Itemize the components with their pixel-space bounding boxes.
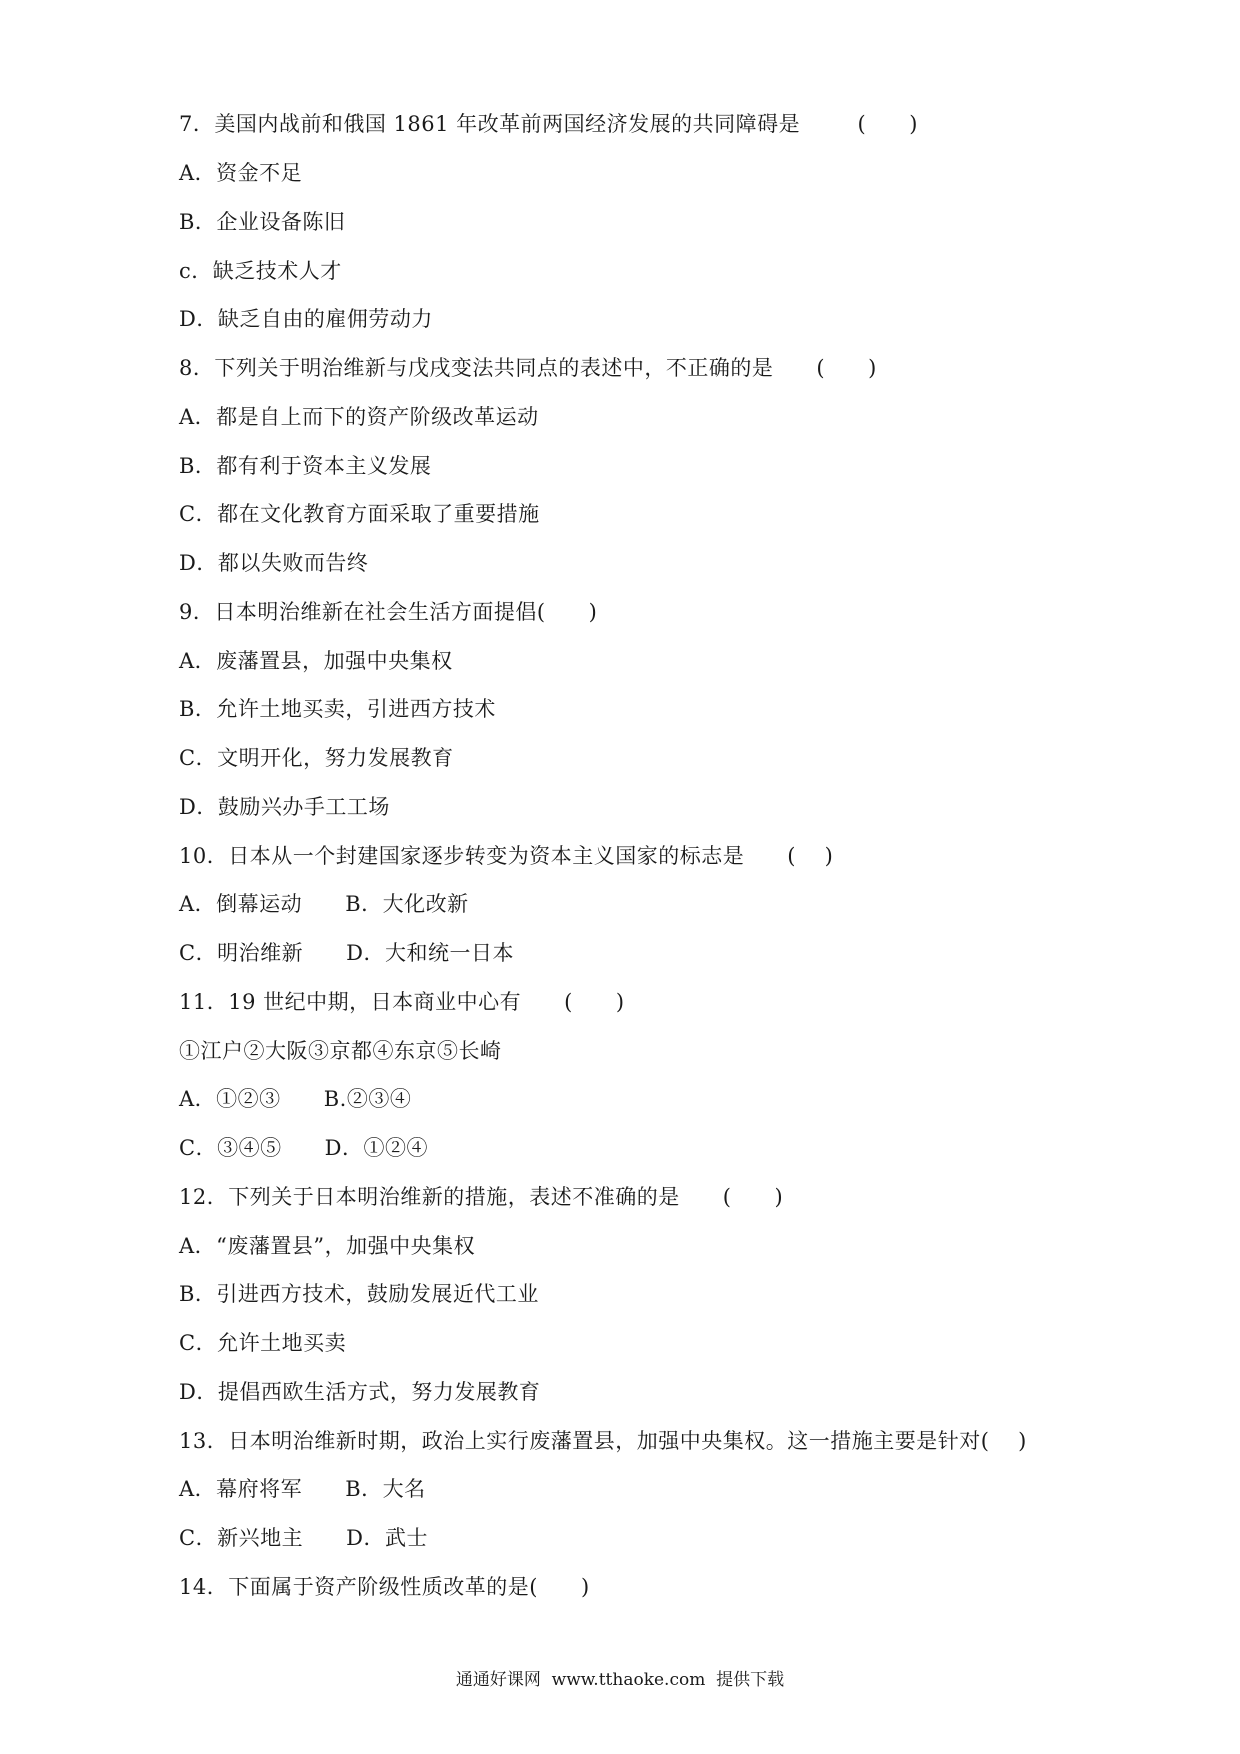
question-11-stem: 11．19 世纪中期，日本商业中心有 ( ) bbox=[179, 990, 625, 1014]
question-13-stem: 13．日本明治维新时期，政治上实行废藩置县，加强中央集权。这一措施主要是针对( ) bbox=[179, 1429, 1027, 1453]
question-8-option-a: A．都是自上而下的资产阶级改革运动 bbox=[179, 405, 539, 429]
question-12-option-b: B．引进西方技术，鼓励发展近代工业 bbox=[179, 1282, 539, 1306]
question-8-option-c: C．都在文化教育方面采取了重要措施 bbox=[179, 502, 540, 526]
page-footer: 通通好课网 www.tthaoke.com 提供下载 bbox=[455, 1670, 785, 1690]
question-11-options-ab: A．①②③ B.②③④ bbox=[179, 1087, 412, 1111]
question-9-option-a: A．废藩置县，加强中央集权 bbox=[179, 649, 453, 673]
question-7-option-c: c．缺乏技术人才 bbox=[179, 259, 342, 283]
question-12-stem: 12．下列关于日本明治维新的措施，表述不准确的是 ( ) bbox=[179, 1185, 784, 1209]
question-10-options-cd: C．明治维新 D．大和统一日本 bbox=[179, 941, 514, 965]
question-13-options-cd: C．新兴地主 D．武士 bbox=[179, 1526, 428, 1550]
question-12-option-a: A．“废藩置县”，加强中央集权 bbox=[179, 1234, 476, 1258]
question-7-option-d: D．缺乏自由的雇佣劳动力 bbox=[179, 307, 433, 331]
question-7-stem: 7．美国内战前和俄国 1861 年改革前两国经济发展的共同障碍是 ( ) bbox=[179, 112, 918, 136]
question-8-option-b: B．都有利于资本主义发展 bbox=[179, 454, 432, 478]
question-7-option-a: A．资金不足 bbox=[179, 161, 303, 185]
question-13-options-ab: A．幕府将军 B．大名 bbox=[179, 1477, 426, 1501]
question-11-options-cd: C．③④⑤ D．①②④ bbox=[179, 1136, 428, 1160]
question-10-stem: 10．日本从一个封建国家逐步转变为资本主义国家的标志是 ( ) bbox=[179, 844, 834, 868]
question-11-list: ①江户②大阪③京都④东京⑤长崎 bbox=[179, 1039, 502, 1063]
question-8-stem: 8．下列关于明治维新与戊戌变法共同点的表述中，不正确的是 ( ) bbox=[179, 356, 877, 380]
question-8-option-d: D．都以失败而告终 bbox=[179, 551, 369, 575]
question-10-options-ab: A．倒幕运动 B．大化改新 bbox=[179, 892, 469, 916]
question-7-option-b: B．企业设备陈旧 bbox=[179, 210, 346, 234]
question-9-option-c: C．文明开化，努力发展教育 bbox=[179, 746, 454, 770]
question-12-option-d: D．提倡西欧生活方式，努力发展教育 bbox=[179, 1380, 541, 1404]
question-14-stem: 14．下面属于资产阶级性质改革的是( ) bbox=[179, 1575, 590, 1599]
question-9-option-d: D．鼓励兴办手工工场 bbox=[179, 795, 390, 819]
question-9-option-b: B．允许土地买卖，引进西方技术 bbox=[179, 697, 496, 721]
question-12-option-c: C．允许土地买卖 bbox=[179, 1331, 347, 1355]
question-9-stem: 9．日本明治维新在社会生活方面提倡( ) bbox=[179, 600, 598, 624]
